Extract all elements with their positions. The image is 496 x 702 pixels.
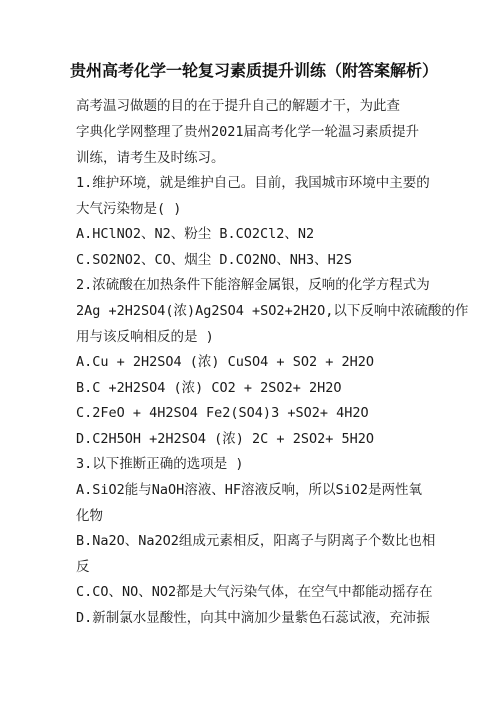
question-3-stem: 3.以下推断正确的选项是 ): [76, 456, 244, 472]
question-1-stem: 大气污染物是( ): [76, 201, 182, 217]
intro-line: 字典化学网整理了贵州2021届高考化学一轮温习素质提升: [76, 124, 420, 140]
question-1-option: C.SO2NO2、CO、烟尘 D.CO2NO、NH3、H2S: [76, 252, 353, 268]
question-3-option: 反: [76, 559, 90, 575]
question-2-option: C.2FeO + 4H2SO4 Fe2(SO4)3 +SO2+ 4H2O: [76, 405, 369, 421]
question-2-option: D.C2H5OH +2H2SO4 (浓) 2C + 2SO2+ 5H2O: [76, 431, 374, 447]
question-3-option: C.CO、NO、NO2都是大气污染气体，在空气中都能动摇存在: [76, 584, 433, 600]
question-1-option: A.HClNO2、N2、粉尘 B.CO2Cl2、N2: [76, 226, 315, 242]
document-title: 贵州高考化学一轮复习素质提升训练（附答案解析）: [70, 61, 439, 80]
question-3-option: A.SiO2能与NaOH溶液、HF溶液反响，所以SiO2是两性氧: [76, 482, 423, 498]
question-2-option: A.Cu + 2H2SO4 (浓) CuSO4 + SO2 + 2H2O: [76, 354, 374, 370]
question-2-stem: 2Ag +2H2SO4(浓)Ag2SO4 +SO2+2H2O,以下反响中浓硫酸的作: [76, 303, 469, 319]
question-3-option: 化物: [76, 508, 103, 524]
intro-line: 训练，请考生及时练习。: [76, 150, 225, 166]
question-2-stem: 2.浓硫酸在加热条件下能溶解金属银，反响的化学方程式为: [76, 277, 430, 293]
intro-line: 高考温习做题的目的在于提升自己的解题才干，为此查: [76, 98, 400, 114]
question-3-option: B.Na2O、Na2O2组成元素相反，阳离子与阴离子个数比也相: [76, 533, 436, 549]
question-2-option: B.C +2H2SO4 (浓) CO2 + 2SO2+ 2H2O: [76, 380, 342, 396]
question-3-option: D.新制氯水显酸性，向其中滴加少量紫色石蕊试液，充沛振: [76, 610, 430, 626]
question-1-stem: 1.维护环境，就是维护自己。目前，我国城市环境中主要的: [76, 175, 430, 191]
question-2-stem: 用与该反响相反的是 ): [76, 329, 214, 345]
